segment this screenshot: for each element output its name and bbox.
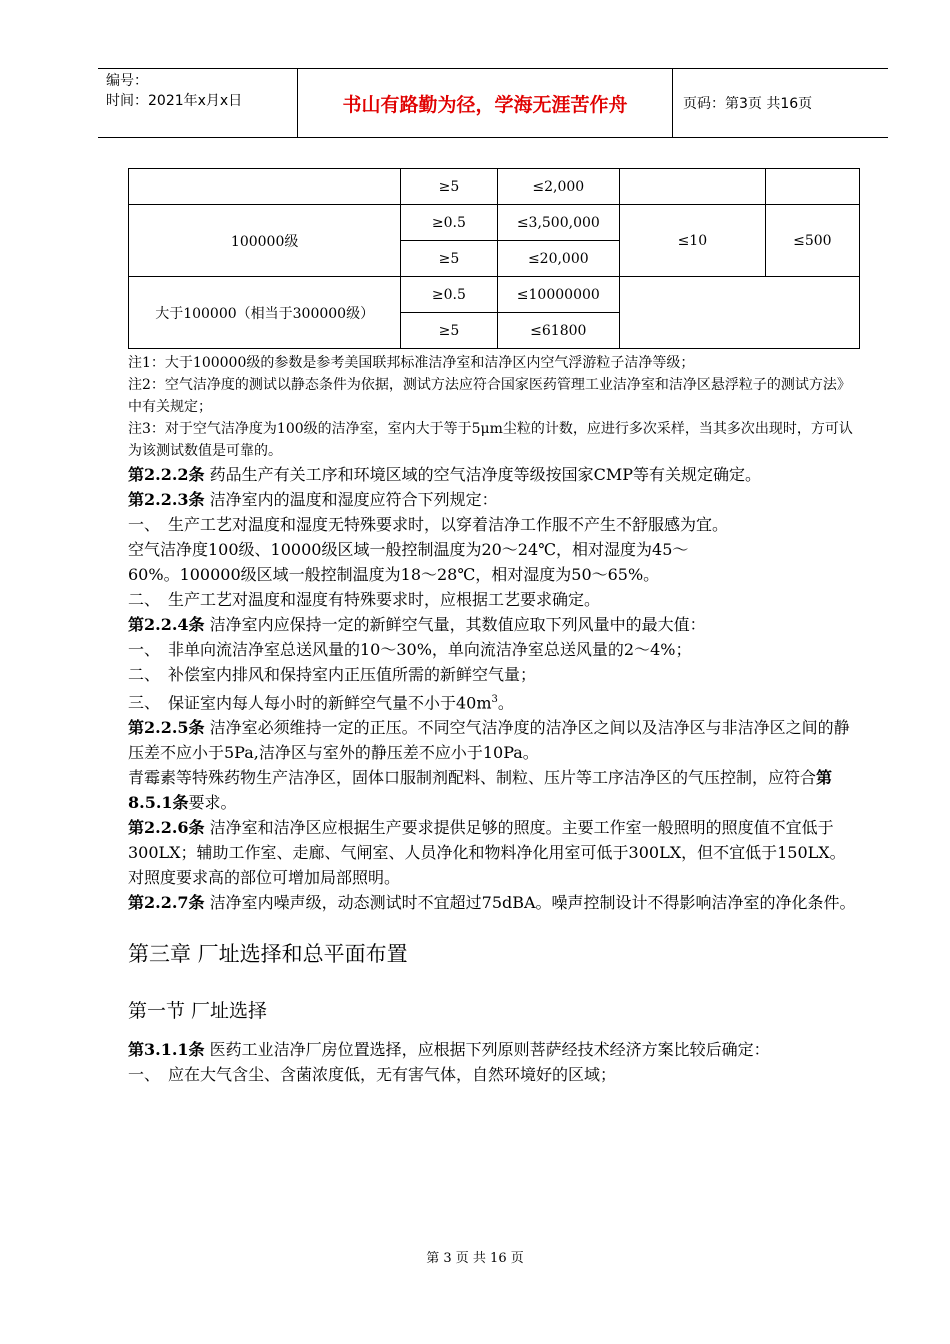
article-text: 洁净室和洁净区应根据生产要求提供足够的照度。主要工作室一般照明的照度值不宜低于300LX；辅助工作室、走廊、气闸室、人员净化和物料净化用室可低于300LX，但不宜低于150LX。对照度要求高的部位可增加局部照明。 bbox=[128, 818, 846, 888]
page-footer: 第 3 页 共 16 页 bbox=[426, 1251, 524, 1266]
paragraph: 60%。100000级区域一般控制温度为18～28℃，相对湿度为50～65%。 bbox=[128, 565, 660, 584]
page-header bbox=[98, 68, 888, 138]
article-text: 洁净室内应保持一定的新鲜空气量，其数值应取下列风量中的最大值： bbox=[204, 615, 706, 634]
table-cell: ≥0.5 bbox=[401, 205, 497, 241]
table-cell bbox=[620, 169, 766, 205]
section-heading: 第一节 厂址选择 bbox=[128, 1000, 268, 1023]
table-cell bbox=[765, 169, 859, 205]
article-text: 洁净室必须维持一定的正压。不同空气洁净度的洁净区之间以及洁净区与非洁净区之间的静压差不应小于5Pa,洁净区与室外的静压差不应小于10Pa。 bbox=[128, 718, 850, 763]
list-text: 生产工艺对温度和湿度有特殊要求时，应根据工艺要求确定。 bbox=[168, 590, 601, 609]
list-number: 二、 bbox=[128, 665, 161, 684]
table-row bbox=[129, 169, 860, 205]
list-text: 保证室内每人每小时的新鲜空气量不小于40m bbox=[168, 693, 492, 713]
article-label: 第2.2.2条 bbox=[128, 465, 205, 484]
article-2-2-7 bbox=[128, 890, 858, 915]
article-label: 第2.2.3条 bbox=[128, 490, 205, 509]
list-item bbox=[128, 662, 858, 687]
list-item bbox=[128, 512, 858, 537]
article-label: 第3.1.1条 bbox=[128, 1040, 205, 1060]
list-item bbox=[128, 687, 858, 715]
document-time: 时间：2021年x月x日 bbox=[106, 93, 243, 109]
paragraph bbox=[128, 765, 858, 815]
article-label: 第2.2.6条 bbox=[128, 818, 205, 838]
article-2-2-4 bbox=[128, 612, 858, 637]
article-text: 医药工业洁净厂房位置选择，应根据下列原则菩萨经技术经济方案比较后确定： bbox=[204, 1040, 770, 1060]
table-cell bbox=[620, 277, 860, 349]
article-label: 第2.2.5条 bbox=[128, 718, 205, 738]
article-3-1-1 bbox=[128, 1037, 858, 1062]
article-2-2-2 bbox=[128, 462, 858, 487]
list-number: 一、 bbox=[128, 1065, 161, 1085]
list-number: 一、 bbox=[128, 515, 161, 534]
table-note: 注2：空气洁净度的测试以静态条件为依据，测试方法应符合国家医药管理工业洁净室和洁净区悬浮粒子的测试方法》中有关规定； bbox=[128, 377, 851, 415]
table-cell-grade: 大于100000（相当于300000级） bbox=[129, 277, 401, 349]
list-text-end: 。 bbox=[497, 693, 514, 713]
table-cell: ≤20,000 bbox=[497, 241, 620, 277]
table-cell: ≤2,000 bbox=[497, 169, 620, 205]
article-2-2-6 bbox=[128, 815, 858, 890]
table-cell-grade: 100000级 bbox=[129, 205, 401, 277]
paragraph: 空气洁净度100级、10000级区域一般控制温度为20～24℃，相对湿度为45～ bbox=[128, 540, 689, 559]
list-text: 补偿室内排风和保持室内正压值所需的新鲜空气量； bbox=[168, 665, 537, 684]
list-text: 生产工艺对温度和湿度无特殊要求时，以穿着洁净工作服不产生不舒服感为宜。 bbox=[168, 515, 729, 534]
paragraph-text-end: 要求。 bbox=[188, 793, 237, 813]
article-text: 洁净室内的温度和湿度应符合下列规定： bbox=[204, 490, 498, 509]
header-meta bbox=[98, 69, 298, 137]
article-2-2-5 bbox=[128, 715, 858, 765]
list-item bbox=[128, 587, 858, 612]
article-text: 药品生产有关工序和环境区域的空气洁净度等级按国家CMP等有关规定确定。 bbox=[204, 465, 762, 484]
table-cell: ≤10 bbox=[620, 205, 766, 277]
list-text: 应在大气含尘、含菌浓度低，无有害气体，自然环境好的区域； bbox=[168, 1065, 617, 1085]
list-item bbox=[128, 637, 858, 662]
header-page-number: 页码：第3页 共16页 bbox=[683, 96, 813, 112]
article-label: 第2.2.7条 bbox=[128, 893, 205, 913]
article-text: 洁净室内噪声级，动态测试时不宜超过75dBA。噪声控制设计不得影响洁净室的净化条件。 bbox=[204, 893, 856, 913]
table-cell: ≥0.5 bbox=[401, 277, 497, 313]
paragraph-text: 青霉素等特殊药物生产洁净区，固体口服制剂配料、制粒、压片等工序洁净区的气压控制，应符合 bbox=[128, 768, 817, 788]
table-row bbox=[129, 277, 860, 313]
cleanliness-table bbox=[128, 168, 860, 349]
article-reference: 第8.5.1条 bbox=[128, 768, 833, 813]
table-cell: ≤61800 bbox=[497, 313, 620, 349]
table-cell: ≥5 bbox=[401, 241, 497, 277]
superscript: 3 bbox=[491, 694, 498, 705]
list-number: 三、 bbox=[128, 693, 161, 713]
table-cell: ≥5 bbox=[401, 313, 497, 349]
article-2-2-3 bbox=[128, 487, 858, 512]
table-cell: ≥5 bbox=[401, 169, 497, 205]
chapter-heading: 第三章 厂址选择和总平面布置 bbox=[128, 942, 408, 967]
article-label: 第2.2.4条 bbox=[128, 615, 205, 634]
list-text: 非单向流洁净室总送风量的10～30%，单向流洁净室总送风量的2～4%； bbox=[168, 640, 692, 659]
table-note: 注3：对于空气洁净度为100级的洁净室，室内大于等于5μm尘粒的计数，应进行多次采样，当其多次出现时，方可认为该测试数值是可靠的。 bbox=[128, 421, 853, 459]
header-motto: 书山有路勤为径，学海无涯苦作舟 bbox=[298, 69, 673, 137]
document-number-label: 编号： bbox=[106, 73, 148, 89]
table-cell: ≤3,500,000 bbox=[497, 205, 620, 241]
table-note: 注1：大于100000级的参数是参考美国联邦标准洁净室和洁净区内空气浮游粒子洁净等级； bbox=[128, 355, 695, 371]
document-body bbox=[128, 352, 858, 1087]
table-cell: ≤10000000 bbox=[497, 277, 620, 313]
list-number: 一、 bbox=[128, 640, 161, 659]
table-row bbox=[129, 205, 860, 241]
table-cell bbox=[129, 169, 401, 205]
list-number: 二、 bbox=[128, 590, 161, 609]
list-item bbox=[128, 1062, 858, 1087]
table-cell: ≤500 bbox=[765, 205, 859, 277]
